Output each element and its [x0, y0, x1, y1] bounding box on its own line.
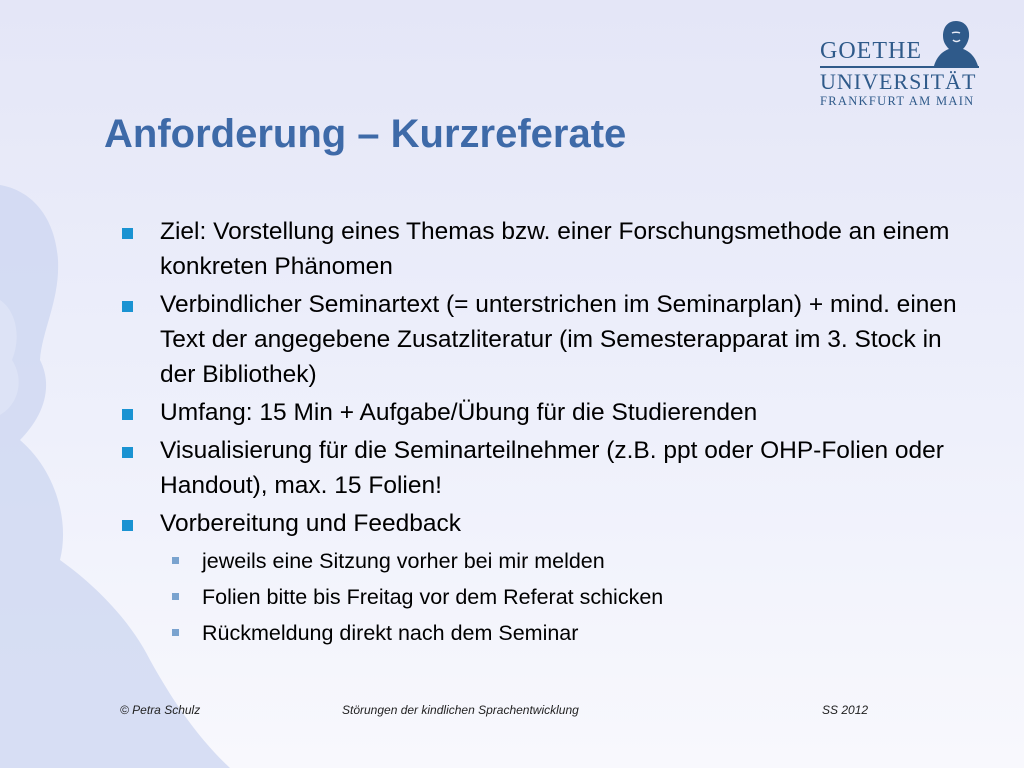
- bullet-item-seminartext: [120, 287, 960, 392]
- small-square-bullet-icon: [172, 557, 179, 564]
- small-square-bullet-icon: [172, 629, 179, 636]
- sub-bullet-list: [160, 543, 960, 651]
- bullet-text: Ziel: Vorstellung eines Themas bzw. einer Forschungsmethode an einem konkreten Phänomen: [160, 218, 950, 280]
- university-logo: [820, 18, 990, 108]
- sub-bullet-item: [120, 543, 960, 579]
- small-square-bullet-icon: [172, 593, 179, 600]
- square-bullet-icon: [122, 228, 133, 239]
- square-bullet-icon: [122, 447, 133, 458]
- square-bullet-icon: [122, 301, 133, 312]
- sub-bullet-text: jeweils eine Sitzung vorher bei mir melden: [202, 549, 605, 573]
- bullet-text: Visualisierung für die Seminarteilnehmer (z.B. ppt oder OHP-Folien oder Handout), max. 15 Folien!: [160, 437, 944, 499]
- bullet-item-umfang: [120, 395, 960, 430]
- bullet-item-ziel: [120, 214, 960, 284]
- square-bullet-icon: [122, 520, 133, 531]
- square-bullet-icon: [122, 409, 133, 420]
- footer-semester: SS 2012: [822, 703, 869, 717]
- footer-course-title: Störungen der kindlichen Sprachentwicklung: [342, 703, 579, 717]
- footer-copyright: © Petra Schulz: [120, 703, 201, 717]
- sub-bullet-item: [120, 615, 960, 651]
- bullet-list: [120, 214, 960, 654]
- bullet-text: Verbindlicher Seminartext (= unterstrichen im Seminarplan) + mind. einen Text der angegebene Zusatzliteratur (im Semesterapparat im 3. Stock in der Bibliothek): [160, 291, 957, 388]
- bullet-text: Vorbereitung und Feedback: [160, 510, 462, 537]
- logo-line-frankfurt: FRANKFURT AM MAIN: [820, 94, 975, 108]
- sub-bullet-text: Folien bitte bis Freitag vor dem Referat schicken: [202, 585, 664, 609]
- sub-bullet-text: Rückmeldung direkt nach dem Seminar: [202, 621, 579, 645]
- logo-line-universitaet: UNIVERSITÄT: [820, 69, 977, 94]
- slide-title: Anforderung – Kurzreferate: [104, 112, 627, 156]
- bullet-text: Umfang: 15 Min + Aufgabe/Übung für die Studierenden: [160, 399, 758, 426]
- bullet-item-vorbereitung: [120, 506, 960, 651]
- logo-divider: [820, 66, 979, 68]
- logo-line-goethe: GOETHE: [820, 38, 922, 64]
- sub-bullet-item: [120, 579, 960, 615]
- bullet-item-visualisierung: [120, 433, 960, 503]
- goethe-bust-icon: [932, 18, 980, 66]
